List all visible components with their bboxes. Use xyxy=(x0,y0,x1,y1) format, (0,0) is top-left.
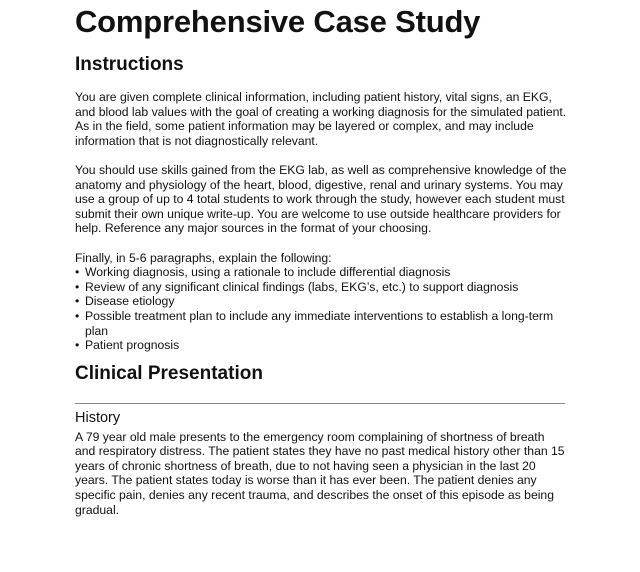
history-paragraph: A 79 year old male presents to the emergency room complaining of shortness of breath and respiratory distress. The patient states they have no past medical history other than 15 years of chronic shortness of breath, due to not having seen a physician in the last 20 years. The patient states today is worse than it has ever been. The patient denies any specific pain, denies any recent trauma, and describes the onset of this episode as being gradual. xyxy=(75,429,565,517)
clinical-presentation-heading: Clinical Presentation xyxy=(75,362,263,384)
instructions-heading: Instructions xyxy=(75,54,184,75)
instructions-paragraph-2: You should use skills gained from the EKG lab, as well as comprehensive knowledge of the anatomy and physiology of the heart, blood, digestive, renal and urinary systems. You may use a group of up to 4 total students to work through the study, however each student must submit their own unique write-up. You are welcome to use outside healthcare providers for help. Reference any major sources in the format of your choosing. xyxy=(75,162,567,236)
section-divider xyxy=(75,403,565,404)
instructions-paragraph-1: You are given complete clinical information, including patient history, vital signs, an EKG, and blood lab values with the goal of creating a working diagnosis for the simulated patient. As in the field, some patient information may be layered or complex, and may include information that is not diagnostically relevant. xyxy=(75,90,567,148)
list-item: • Review of any significant clinical findings (labs, EKG’s, etc.) to support diagnosis xyxy=(75,280,567,295)
history-heading: History xyxy=(75,409,121,426)
list-item: • Patient prognosis xyxy=(75,338,567,353)
list-item: • Working diagnosis, using a rationale to include differential diagnosis xyxy=(75,265,567,280)
list-item: • Possible treatment plan to include any immediate interventions to establish a long-term plan xyxy=(75,309,567,338)
document-page xyxy=(75,0,567,517)
list-item: • Disease etiology xyxy=(75,294,567,309)
instructions-bullet-list xyxy=(75,265,567,353)
instructions-paragraph-3: Finally, in 5-6 paragraphs, explain the following: xyxy=(75,250,332,265)
document-title: Comprehensive Case Study xyxy=(75,4,481,39)
